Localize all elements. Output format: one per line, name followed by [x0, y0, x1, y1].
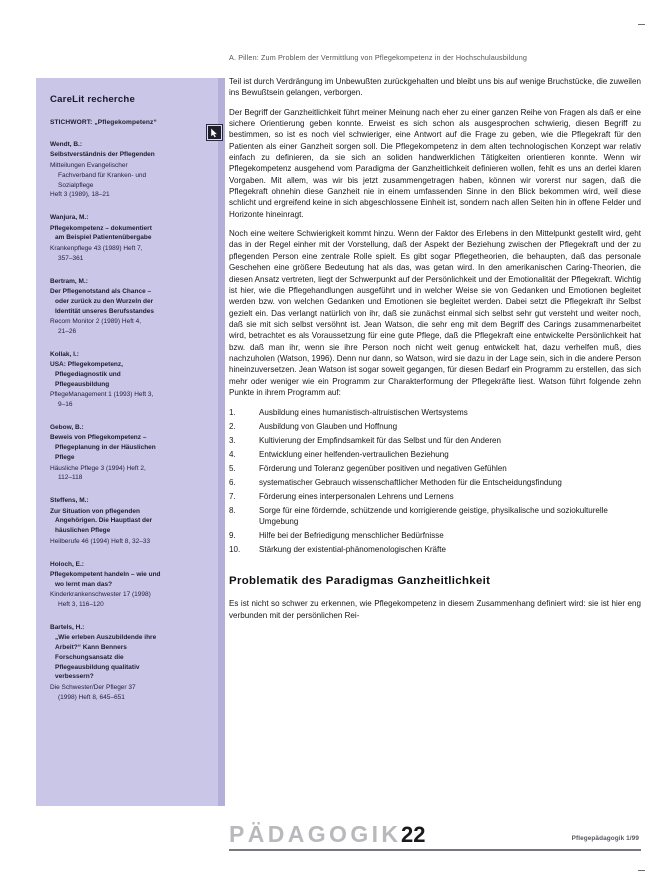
- reference-source-line: Heilberufe 46 (1994) Heft 8, 32–33: [50, 537, 151, 545]
- reference-title-line: Zur Situation von pflegenden: [50, 507, 140, 515]
- reference-title-line: Pflegediagnostik und: [55, 370, 121, 378]
- reference-source-line: Recom Monitor 2 (1989) Heft 4,: [50, 318, 142, 326]
- footer-brand: PÄDAGOGIK: [229, 821, 402, 847]
- reference-source: [50, 390, 204, 410]
- sidebar-carelit-panel: [36, 78, 218, 806]
- reference-entry: [50, 496, 204, 546]
- list-item: [229, 449, 641, 460]
- reference-source-line: Fachverband für Kranken- und: [58, 171, 147, 179]
- reference-title-line: Pflegekompetent handeln – wie und: [50, 570, 161, 578]
- list-item-number: 6.: [229, 477, 236, 487]
- list-item: [229, 407, 641, 418]
- list-item: [229, 463, 641, 474]
- list-item-label: Entwicklung einer helfenden-vertraulichen Beziehung: [259, 450, 449, 460]
- reference-source-line: Heft 3 (1989), 18–21: [50, 191, 110, 199]
- page-footer: [229, 822, 641, 856]
- body-paragraph: Noch eine weitere Schwierigkeit kommt hinzu. Wenn der Faktor des Erlebens in den Mittelpunkt gestellt wird, geht das in der Regel einher mit der Vorstellung, daß der Aspekt der Beziehung zwischen der Pflegekraft und der zu pflegenden Person eine zentrale Rolle spielt. Es gibt sogar Pflegetheorien, die behaupten, daß das personale Geschehen eine größere Bedeutung hat als das, was getan wird. In den amerikanischen Caring-Theorien, die diesen Ansatz vertreten, liegt der Schwerpunkt auf der Persönlichkeit und der Emotionalität der Pflegekraft. Wichtig ist hier, wie die Pflegehandlungen ausgeführt und in welcher Weise sie von Gedanken und Emotionen begleitet werden bzw. von welchen Gedanken und Emotionen sie begleitet werden. Dabei setzt die Pflegekraft ihr Selbst gezielt ein. Das verlangt natürlich von ihr, daß sie zunächst einmal sich selbst sehr gut versteht und weiter noch, daß sie mit sich selbst versöhnt ist. Jean Watson, die sehr eng mit dem Begriff des Carings zusammenarbeitet wird, betrachtet es als Voraussetzung für eine gute Pflege, daß die Pflegekraft eine entwickelte Persönlichkeit hat bzw. daß man ihr, wenn sie ihre Person noch nicht weit genug entwickelt hat, dazu verhelfen muß, dies nachzuholen (Watson, 1996). Denn nur dann, so Watson, wird sie dazu in der Lage sein, sich in die andere Person hineinzuversetzen. Jean Watson ist sogar soweit gegangen, für diesen Bedarf ein Programm zu erstellen, das sich mehr oder weniger wie ein Programm zur Charakterformung der Pflegekräfte liest. Watson führt folgende zehn Punkte in ihrem Programm auf:: [229, 229, 641, 397]
- reference-title-line: verbessern?: [55, 673, 94, 681]
- reference-entry: [50, 623, 204, 703]
- list-item-number: 1.: [229, 408, 236, 418]
- reference-author: Wendt, B.:: [50, 141, 83, 148]
- reference-title-line: „Wie erleben Auszubildende ihre: [55, 634, 157, 642]
- reference-title-line: Selbstverständnis der Pflegenden: [50, 151, 155, 159]
- reference-title-line: häuslichen Pflege: [55, 527, 111, 535]
- reference-title-line: USA: Pflegekompetenz,: [50, 361, 123, 369]
- list-item-label: Ausbildung eines humanistisch-altruistischen Wertsystems: [259, 408, 468, 418]
- reference-title: [50, 433, 204, 462]
- reference-source: [50, 590, 204, 610]
- reference-source-line: Sozialpflege: [58, 181, 94, 189]
- reference-source-line: Heft 3, 116–120: [58, 601, 104, 609]
- reference-title-line: Identität unseres Berufsstandes: [55, 307, 154, 315]
- list-item-label: Ausbildung von Glauben und Hoffnung: [259, 422, 398, 432]
- reference-title: [50, 570, 204, 590]
- list-item-label: Hilfe bei der Befriedigung menschlicher Bedürfnisse: [259, 531, 444, 541]
- reference-author: Bertram, M.:: [50, 277, 88, 285]
- list-item-label: Kultivierung der Empfindsamkeit für das Selbst und für den Anderen: [259, 436, 501, 446]
- list-item-label: Förderung und Toleranz gegenüber positiven und negativen Gefühlen: [259, 464, 507, 474]
- watson-program-list: [229, 407, 641, 555]
- reference-entry: [50, 423, 204, 483]
- reference-entry: [50, 140, 204, 200]
- reference-author: Kollak, I.:: [50, 350, 79, 358]
- reference-source-line: 9–16: [58, 401, 73, 409]
- reference-title: [50, 287, 204, 316]
- reference-source-line: 21–26: [58, 328, 77, 336]
- footer-issue-label: Pflegepädagogik 1/99: [571, 835, 639, 842]
- reference-source-line: Mitteilungen Evangelischer: [50, 162, 128, 170]
- reference-source: [50, 161, 204, 200]
- reference-title-line: Arbeit?“ Kann Benners: [55, 644, 127, 652]
- crop-mark-bottom-right: [638, 870, 645, 871]
- reference-source: [50, 317, 204, 337]
- list-item-label: systematischer Gebrauch wissenschaftlicher Methoden für die Entscheidungsfindung: [259, 477, 562, 487]
- reference-source-line: Kinderkrankenschwester 17 (1998): [50, 591, 151, 599]
- list-item: [229, 477, 641, 488]
- body-paragraph: Der Begriff der Ganzheitlichkeit führt meiner Meinung nach eher zu einer ganzen Reihe von Fragen als daß er eine sichere Orientierung geben konnte. Erweist es sich schon als ausgesprochen schwierig, diesen Begriff zu bestimmen, so ist es noch viel schwieriger, eine Antwort auf die Frage zu geben, wie die Pflegekraft für den Patienten als einer Ganzheit sorgen soll. Die Pflegekompetenz in dem alten technologischen Konzept war relativ einfach zu definieren, da sie sich an soliden handwerklichen Tätigkeiten orientieren konnte. Wenn wir Pflegekompetenz ausgehend vom Paradigma der Ganzheitlichkeit definieren wollen, fehlt es uns an derlei klaren Vorgaben. Mit allem, was wir bis jetzt zusammengetragen haben, können wir vorerst nur sagen, daß die Pflegekraft ohnehin diese Ganzheit nie in einem umfassenden Sinne in den Blick bekommen wird, weil diese schlicht und ergreifend keine in sich abgeschlossene Einheit ist, sondern nach allen Seiten hin in offene Felder und Horizonte hineinragt.: [229, 107, 641, 219]
- sidebar-edge-shadow: [218, 78, 225, 806]
- main-text-column: [229, 76, 641, 621]
- reference-source: [50, 537, 204, 547]
- reference-entry: [50, 277, 204, 337]
- reference-author: Gebow, B.:: [50, 423, 84, 431]
- running-header: A. Pillen: Zum Problem der Vermittlung von Pflegekompetenz in der Hochschulausbildung: [229, 53, 528, 62]
- reference-title-line: Pflegeausbildung qualitativ: [55, 663, 140, 671]
- list-item: [229, 505, 641, 528]
- reference-source-line: PflegeManagement 1 (1993) Heft 3,: [50, 391, 154, 399]
- list-item-number: 7.: [229, 491, 236, 501]
- list-item-number: 4.: [229, 450, 236, 460]
- reference-source-line: (1998) Heft 8, 645–651: [58, 693, 125, 701]
- reference-entry: [50, 213, 204, 263]
- list-item-number: 8.: [229, 505, 236, 515]
- reference-entry: [50, 560, 204, 610]
- reference-title-line: wo lernt man das?: [55, 580, 113, 588]
- reference-source: [50, 464, 204, 484]
- reference-title-line: Pflegeausbildung: [55, 380, 110, 388]
- sidebar-keyword: STICHWORT: „Pflegekompetenz“: [50, 119, 157, 126]
- sidebar-title: CareLit recherche: [50, 94, 135, 105]
- list-item: [229, 435, 641, 446]
- body-paragraph: Teil ist durch Verdrängung im Unbewußten zurückgehalten und bleibt uns bis auf wenige Bruchstücke, die zuweilen ins Bewußtsein gelangen, verborgen.: [229, 77, 641, 98]
- reference-author: Steffens, M.:: [50, 497, 89, 505]
- reference-title-line: Angehörigen. Die Hauptlast der: [55, 517, 153, 525]
- page-number: 22: [401, 822, 426, 847]
- reference-title-line: Pflegekompetenz – dokumentiert: [50, 224, 152, 232]
- list-item-label: Sorge für eine fördernde, schützende und korrigierende geistige, physikalische und soziokulturelle Umgebung: [259, 505, 608, 527]
- reference-author: Wanjura, M.:: [50, 214, 89, 222]
- reference-source-line: Die Schwester/Der Pfleger 37: [50, 684, 136, 692]
- footer-divider: [229, 849, 641, 851]
- reference-author: Holoch, E.:: [50, 560, 84, 568]
- reference-source-line: 357–361: [58, 254, 84, 262]
- list-item-number: 10.: [229, 545, 241, 555]
- list-item-label: Förderung eines interpersonalen Lehrens und Lernens: [259, 491, 454, 501]
- reference-author: Bartels, H.:: [50, 623, 85, 631]
- list-item: [229, 491, 641, 502]
- list-item-number: 5.: [229, 464, 236, 474]
- reference-source: [50, 683, 204, 703]
- list-item: [229, 544, 641, 555]
- reference-title-line: oder zurück zu den Wurzeln der: [55, 297, 154, 305]
- reference-title: [50, 224, 204, 244]
- list-item-number: 2.: [229, 422, 236, 432]
- reference-title: [50, 633, 204, 682]
- section-heading: Problematik des Paradigmas Ganzheitlichkeit: [229, 575, 491, 588]
- reference-source: [50, 244, 204, 264]
- list-item: [229, 530, 641, 541]
- reference-title: [50, 150, 204, 160]
- reference-title-line: Pflege: [55, 453, 75, 461]
- list-item-number: 3.: [229, 436, 236, 446]
- reference-title: [50, 360, 204, 389]
- reference-source-line: Krankenpflege 43 (1989) Heft 7,: [50, 245, 143, 253]
- list-item-number: 9.: [229, 531, 236, 541]
- crop-mark-top-right: [638, 24, 645, 25]
- reference-entry: [50, 350, 204, 410]
- reference-title-line: am Beispiel Patientenübergabe: [55, 234, 152, 242]
- list-item-label: Stärkung der existential-phänomenologischen Kräfte: [259, 545, 446, 555]
- list-item: [229, 421, 641, 432]
- reference-title-line: Beweis von Pflegekompetenz –: [50, 434, 147, 442]
- reference-title-line: Pflegeplanung in der Häuslichen: [55, 444, 156, 452]
- reference-title: [50, 507, 204, 536]
- reference-source-line: 112–118: [58, 474, 83, 482]
- body-paragraph: Es ist nicht so schwer zu erkennen, wie Pflegekompetenz in diesem Zusammenhang definiert wird: sie ist hier eng verbunden mit der persönlichen Rei-: [229, 599, 641, 620]
- reference-source-line: Häusliche Pflege 3 (1994) Heft 2,: [50, 464, 146, 472]
- reference-title-line: Der Pflegenotstand als Chance –: [50, 288, 152, 296]
- reference-title-line: Forschungsansatz die: [55, 653, 124, 661]
- cursor-arrow-icon[interactable]: [206, 124, 223, 141]
